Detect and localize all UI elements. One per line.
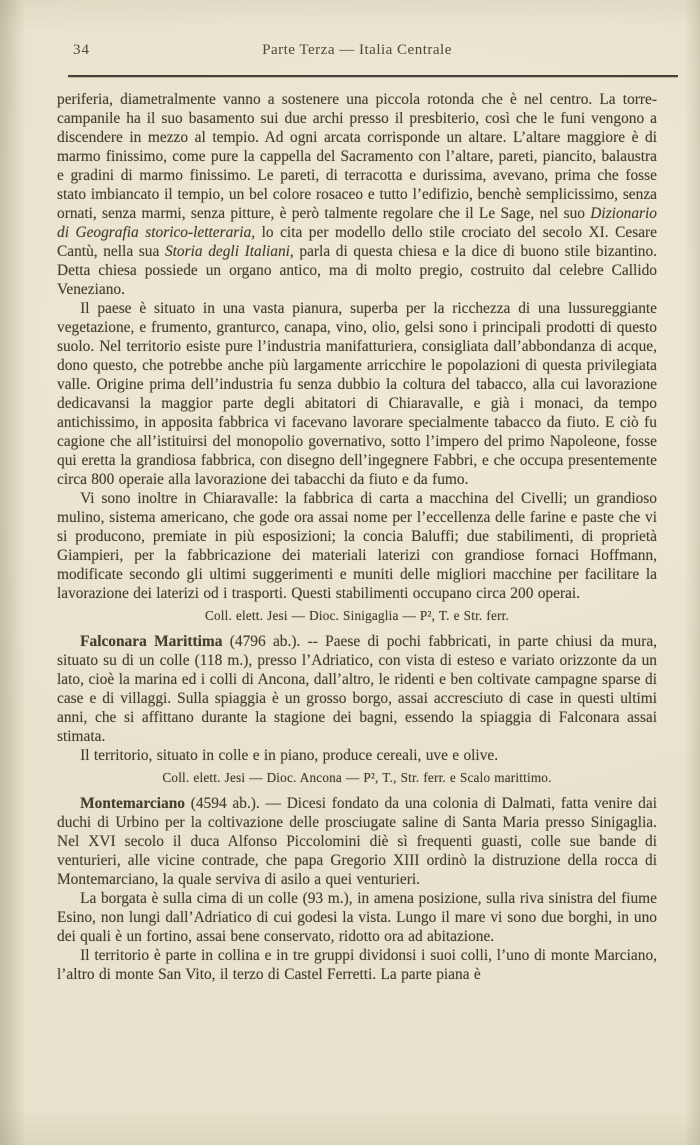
collegio-line-sinigaglia: Coll. elett. Jesi — Dioc. Sinigaglia — P², T. e Str. ferr. — [204, 608, 510, 623]
entry-name-montemarciano: Montemarciano — [80, 795, 185, 812]
entry-montemarciano — [57, 794, 657, 889]
paragraph-chiaravalle-industries: Vi sono inoltre in Chiaravalle: la fabbrica di carta a macchina del Civelli; un grandioso mulino, sistema americano, che gode ora assai nome per l’eccellenza delle farine e paste che vi si producono, premiate in più esposizioni; la concia Baluffi; due stabilimenti, di proprietà Giampieri, per la fabbricazione dei materiali laterizi con grandiose fornaci Hoffmann, modificate secondo gli ultimi suggerimenti e muniti delle migliori macchine per facilitare la lavorazione dei laterizi od i trasporti. Questi stabilimenti occupano circa 200 operai. — [57, 490, 657, 602]
collegio-line-ancona: Coll. elett. Jesi — Dioc. Ancona — P², T., Str. ferr. e Scalo marittimo. — [162, 770, 552, 785]
running-header — [57, 42, 657, 62]
entry-text: (4796 ab.). -- Paese di pochi fabbricati, in parte chiusi da mura, situato su di un colle (118 m.), presso l’Adriatico, con vista di esteso e variato orizzonte da un lato, cioè la marina ed i colli di Ancona, dall’altro, le ridenti e ben coltivate campagne sparse di case e di villaggi. Sulla spiaggia è un grosso borgo, assai accresciuto di case in questi ultimi anni, che si affittano durante la stagione dei bagni, essendo la spiaggia di Falconara assai stimata. — [57, 633, 658, 745]
paragraph-chiaravalle-economy: Il paese è situato in una vasta pianura, superba per la ricchezza di una lussureggiante vegetazione, e frumento, granturco, canapa, vino, olio, gelsi sono i principali prodotti di questo suolo. Nel territorio esiste pure l’industria manifatturiera, consigliata dall’abbondanza di acque, dono questo, che potrebbe anche più largamente arricchire le popolazioni di questa privilegiata valle. Origine prima dell’industria fu senza dubbio la coltura del tabacco, alla cui lavorazione dedicavansi la maggior parte degli abitatori di Chiaravalle, e già i monaci, da tempo antichissimo, in apposita fabbrica vi facevano lavorare specialmente tabacco da fiuto. E ciò fu cagione che all’istituirsi del monopolio governativo, sotto l’impero del primo Napoleone, fosse qui eretta la grandiosa fabbrica, con disegno dell’ingegnere Fabbri, e che occupa presentemente circa 800 operaie alla lavorazione dei tabacchi da fiuto e da fumo. — [57, 300, 657, 488]
paragraph-montemarciano-territory: Il territorio è parte in collina e in tre gruppi dividonsi i suoi colli, l’uno di monte Marciano, l’altro di monte San Vito, il terzo di Castel Ferretti. La parte piana è — [57, 947, 657, 983]
page-number: 34 — [73, 42, 90, 58]
running-title: Parte Terza — Italia Centrale — [262, 42, 452, 58]
paragraph-montemarciano-borgata: La borgata è sulla cima di un colle (93 m.), in amena posizione, sulla riva sinistra del fiume Esino, non lungi dall’Adriatico di cui godesi la vista. Lungo il mare vi sono due borghi, in uno dei quali è un fortino, assai bene conservato, ridotto ora ad abitazione. — [57, 890, 657, 945]
paragraph-chiaravalle-church — [57, 90, 657, 299]
text-segment: periferia, diametralmente vanno a sostenere una piccola rotonda che è nel centro. La torre-campanile ha il suo basamento sui due archi presso il presbiterio, così che le funi vengono a discendere in mezzo al tempio. Ad ogni arcata corrisponde un altare. L’altare maggiore è di marmo finissimo, come pure la cappella del Sacramento con l’altare, pareti, piancito, balaustra e gradini di marmo finissimo. Le pareti, di terracotta e durissima, avevano, prima che fosse stato imbiancato il tempio, un bel colore rosaceo e tutto l’edifizio, benchè semplicissimo, senza ornati, senza marmi, senza pitture, è però talmente regolare che il Le Sage, nel suo — [57, 91, 657, 222]
entry-falconara-marittima — [57, 632, 657, 746]
text-segment: , parla di questa chiesa e la dice di buono stile bizantino. Detta chiesa possiede un organo antico, ma di molto pregio, costruito dal celebre Callido Veneziano. — [57, 243, 657, 298]
page-body-text — [57, 90, 657, 984]
cited-book-title: Storia degli Italiani — [164, 243, 290, 260]
paragraph-falconara-territory: Il territorio, situato in colle e in piano, produce cereali, uve e olive. — [80, 747, 499, 764]
entry-name-falconara: Falconara Marittima — [80, 633, 223, 650]
entry-text: (4594 ab.). — Dicesi fondato da una colonia di Dalmati, fatta venire dai duchi di Urbino per la coltivazione delle prosciugate saline di Santa Maria presso Sinigaglia. Nel XVI secolo il duca Alfonso Piccolomini diè sì frequenti guasti, colle sue bande di venturieri, alle vicine contrade, che papa Gregorio XIII ordinò la distruzione della rocca di Montemarciano, la quale serviva di asilo a quei venturieri. — [57, 795, 657, 888]
header-rule-divider — [68, 75, 678, 77]
cited-book-title: Dizionario di Geografia storico-letteraria — [57, 205, 657, 241]
text-segment: , lo cita per modello dello stile crociato del secolo XI. Cesare Cantù, nella sua — [57, 224, 657, 260]
